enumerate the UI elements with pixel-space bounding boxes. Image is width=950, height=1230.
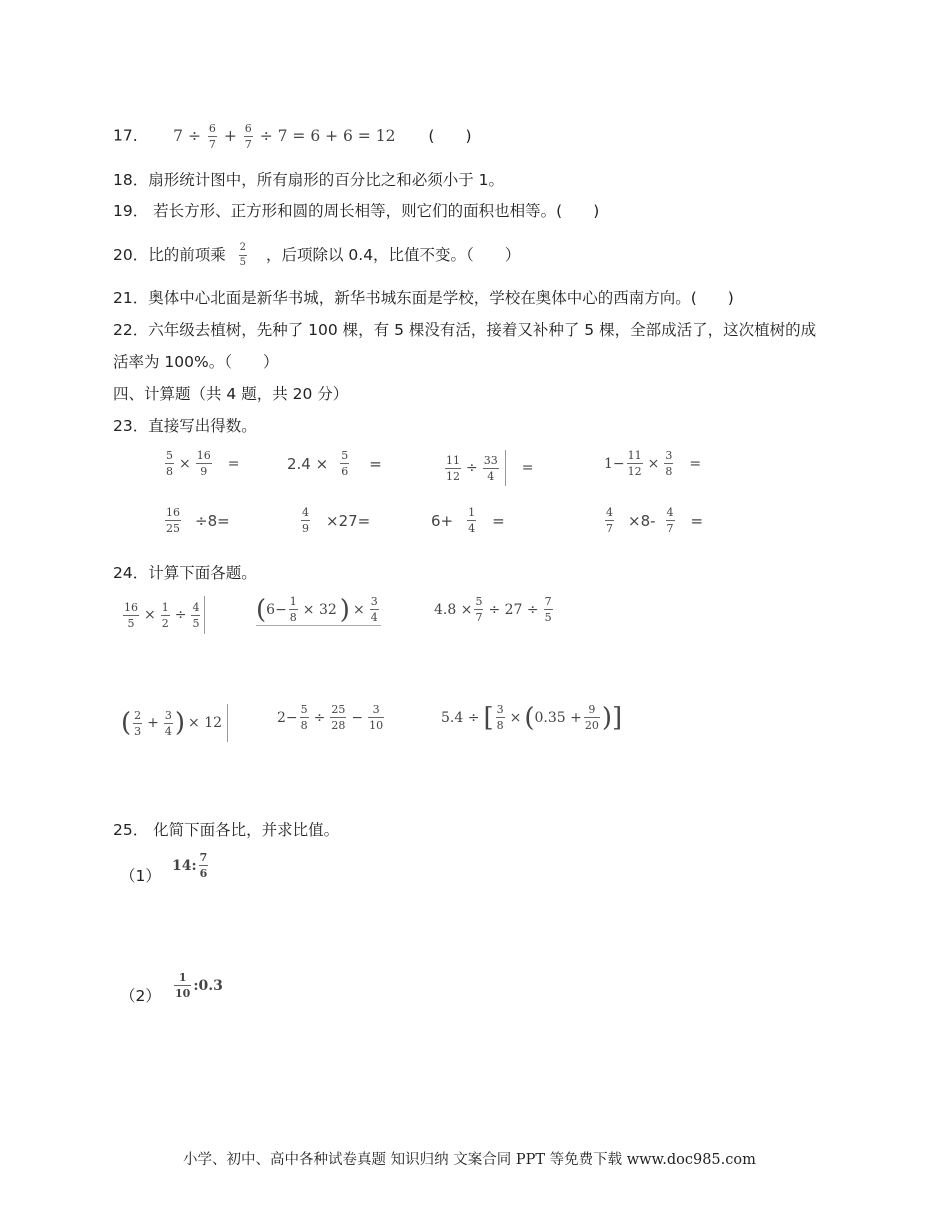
fraction: $\frac{4}{7}$ [606, 506, 613, 535]
q23-item-7: 6+ $\frac{1}{4}$ = [431, 506, 505, 535]
fraction: $\frac{5}{7}$ [475, 595, 483, 624]
q24-expression-5: 2− $\frac{5}{8}$ ÷ $\frac{25}{28}$ − $\frac{3}{10}$ [277, 703, 384, 732]
q24-expression-1: $\frac{16}{5}$ × $\frac{1}{2}$ ÷ $\frac{4}{5}$ [121, 596, 205, 634]
section-heading: 四、计算题（共 4 题，共 20 分） [113, 385, 349, 403]
fraction: $\frac{6}{7}$ [244, 122, 252, 151]
fraction: $\frac{3}{8}$ [496, 703, 504, 732]
q23-item-1: $\frac{5}{8}$ × $\frac{16}{9}$ = [166, 449, 240, 478]
q23-item-8: $\frac{4}{7}$ ×8- $\frac{4}{7}$ = [606, 506, 704, 535]
fraction: $\frac{5}{8}$ [300, 703, 308, 732]
q24-expression-6: 5.4 ÷ [ $\frac{3}{8}$ × ( 0.35 + $\frac{9}{20}$ ) ] [441, 702, 623, 733]
question-25-title: 25． 化简下面各比，并求比值。 [113, 821, 340, 839]
q25-part-2-label: （2） [120, 987, 161, 1005]
page-footer: 小学、初中、高中各种试卷真题 知识归纳 文案合同 PPT 等免费下载 www.doc985.com [183, 1152, 756, 1168]
fraction: $\frac{3}{10}$ [369, 703, 384, 732]
q25-part-2-expression: $\frac{1}{10}$ :0.3 [175, 971, 223, 1000]
fraction: $\frac{1}{2}$ [161, 600, 169, 630]
fraction: $\frac{11}{12}$ [446, 453, 460, 483]
fraction: $\frac{33}{4}$ [483, 453, 498, 483]
q24-expression-3: 4.8 × $\frac{5}{7}$ ÷ 27 ÷ $\frac{7}{5}$ [434, 595, 552, 624]
fraction: $\frac{11}{12}$ [627, 449, 642, 478]
fraction: $\frac{4}{9}$ [302, 506, 309, 535]
fraction: $\frac{2}{3}$ [134, 708, 142, 738]
fraction: $\frac{5}{8}$ [166, 449, 173, 478]
fraction: $\frac{3}{4}$ [164, 708, 172, 738]
question-21: 21．奥体中心北面是新华书城，新华书城东面是学校，学校在奥体中心的西南方向。( ) [113, 289, 734, 307]
q23-item-4: 1− $\frac{11}{12}$ × $\frac{3}{8}$ = [604, 449, 702, 478]
fraction: $\frac{1}{4}$ [468, 506, 476, 535]
fraction: $\frac{25}{28}$ [331, 703, 346, 732]
q24-expression-4: ( $\frac{2}{3}$ + $\frac{3}{4}$ ) × 12 [121, 704, 228, 742]
fraction: $\frac{16}{5}$ [124, 600, 138, 630]
q25-part-1-expression: 14: $\frac{7}{6}$ [172, 851, 208, 880]
q23-item-2: 2.4 × $\frac{5}{6}$ = [287, 449, 382, 478]
question-24-title: 24．计算下面各题。 [113, 564, 257, 582]
fraction: $\frac{3}{4}$ [370, 595, 378, 624]
fraction: $\frac{9}{20}$ [584, 703, 599, 732]
q23-item-5: $\frac{16}{25}$ ÷8= [166, 506, 230, 535]
question-17 [113, 123, 472, 150]
fraction: $\frac{1}{8}$ [289, 595, 297, 624]
question-22-line-1: 22．六年级去植树，先种了 100 棵，有 5 棵没有活，接着又补种了 5 棵，全部成活了，这次植树的成 [113, 321, 817, 339]
fraction: $\frac{7}{6}$ [199, 851, 208, 880]
fraction: $\frac{2}{5}$ [239, 242, 247, 268]
fraction: $\frac{16}{25}$ [166, 506, 180, 535]
question-22-line-2: 活率为 100%。（ ） [113, 353, 279, 371]
fraction: $\frac{7}{5}$ [544, 595, 552, 624]
answer-paren: ( ) [428, 126, 472, 145]
q25-part-1-label: （1） [120, 867, 161, 885]
q23-item-6: $\frac{4}{9}$ ×27= [302, 506, 371, 535]
q17-expression: 7 ÷ $\frac{6}{7}$ + $\frac{6}{7}$ ÷ 7 = 6 + 6 = 12 [173, 122, 396, 151]
question-18: 18．扇形统计图中，所有扇形的百分比之和必须小于 1。 [113, 171, 505, 189]
fraction: $\frac{6}{7}$ [208, 122, 216, 151]
fraction: $\frac{1}{10}$ [175, 971, 191, 1000]
q23-item-3: $\frac{11}{12}$ ÷ $\frac{33}{4}$ = [443, 450, 533, 486]
fraction: $\frac{16}{9}$ [196, 449, 211, 478]
fraction: $\frac{4}{5}$ [192, 600, 200, 630]
q24-expression-2: ( 6− $\frac{1}{8}$ × 32 ) × $\frac{3}{4}$ [256, 596, 381, 626]
question-19: 19． 若长方形、正方形和圆的周长相等，则它们的面积也相等。( ) [113, 202, 600, 220]
question-20: 20．比的前项乘 $\frac{2}{5}$ ，后项除以 0.4，比值不变。（ ） [113, 242, 521, 268]
fraction: $\frac{5}{6}$ [341, 449, 349, 478]
question-number: 17． [113, 126, 149, 145]
fraction: $\frac{3}{8}$ [665, 449, 673, 478]
question-23-title: 23．直接写出得数。 [113, 417, 257, 435]
fraction: $\frac{4}{7}$ [666, 506, 674, 535]
